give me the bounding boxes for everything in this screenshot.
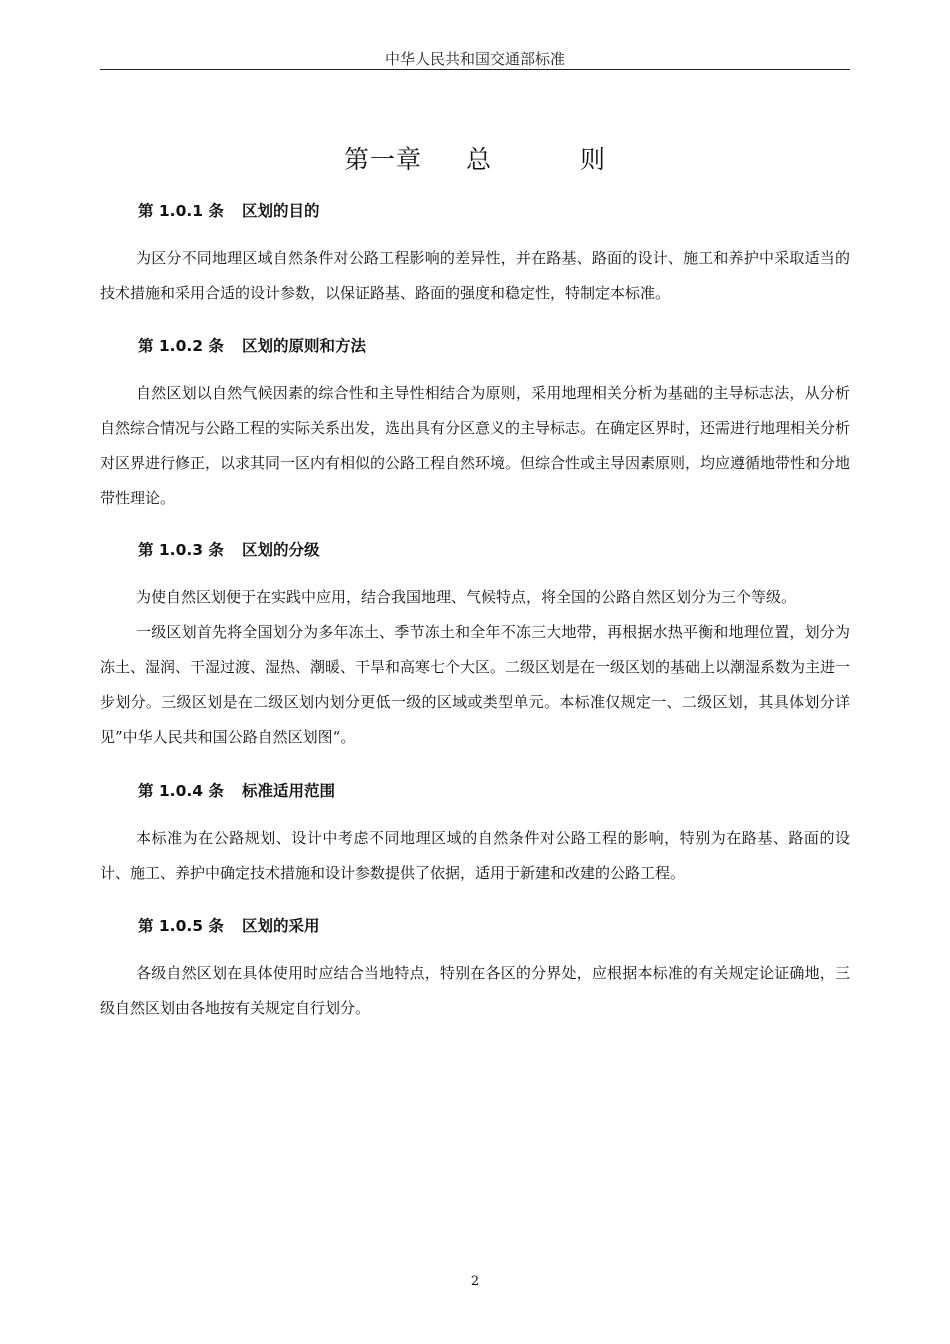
page-number: 2: [470, 1274, 480, 1289]
chapter-number: 第一章: [343, 145, 422, 174]
paragraph: 自然区划以自然气候因素的综合性和主导性相结合为原则，采用地理相关分析为基础的主导标志法，从分析自然综合情况与公路工程的实际关系出发，选出具有分区意义的主导标志。在确定区界时，还需进行地理相关分析对区界进行修正，以求其同一区内有相似的公路工程自然环境。但综合性或主导因素原则，均应遵循地带性和分地带性理论。: [100, 384, 851, 507]
paragraph: 各级自然区划在具体使用时应结合当地特点，特别在各区的分界处，应根据本标准的有关规定论证确地，三级自然区划由各地按有关规定自行划分。: [100, 964, 850, 1017]
section-title: 区划的目的: [241, 202, 320, 220]
section-1-0-4: [100, 779, 850, 891]
section-heading: [100, 199, 850, 223]
section-number: 第 1.0.4 条: [138, 782, 224, 800]
section-1-0-3: [100, 538, 850, 755]
paragraph: 为使自然区划便于在实践中应用，结合我国地理、气候特点，将全国的公路自然区划分为三个等级。: [136, 588, 797, 606]
section-title: 区划的分级: [241, 541, 320, 559]
section-number: 第 1.0.3 条: [138, 541, 224, 559]
section-1-0-2: [100, 334, 850, 516]
section-1-0-1: [100, 199, 850, 311]
section-title: 区划的原则和方法: [241, 337, 366, 355]
section-heading: [100, 914, 850, 938]
section-number: 第 1.0.1 条: [138, 202, 224, 220]
section-number: 第 1.0.5 条: [138, 917, 224, 935]
header-rule: [100, 69, 850, 70]
section-title: 标准适用范围: [241, 782, 335, 800]
section-heading: [100, 538, 850, 562]
section-heading: [100, 334, 850, 358]
chapter-title: [100, 140, 850, 176]
chapter-title-word-1: 总: [465, 145, 492, 174]
paragraph: 本标准为在公路规划、设计中考虑不同地理区域的自然条件对公路工程的影响，特别为在路基、路面的设计、施工、养护中确定技术措施和设计参数提供了依据，适用于新建和改建的公路工程。: [100, 829, 850, 882]
section-heading: [100, 779, 850, 803]
chapter-title-word-2: 则: [580, 145, 607, 174]
page-header: 中华人民共和国交通部标准: [384, 50, 565, 68]
section-title: 区划的采用: [241, 917, 320, 935]
section-1-0-5: [100, 914, 850, 1026]
paragraph: 一级区划首先将全国划分为多年冻土、季节冻土和全年不冻三大地带，再根据水热平衡和地理位置，划分为冻土、湿润、干湿过渡、湿热、潮暖、干旱和高寒七个大区。二级区划是在一级区划的基础上以潮湿系数为主进一步划分。三级区划是在二级区划内划分更低一级的区域或类型单元。本标准仅规定一、二级区划，其具体划分详见”中华人民共和国公路自然区划图“。: [100, 623, 851, 746]
paragraph: 为区分不同地理区域自然条件对公路工程影响的差异性，并在路基、路面的设计、施工和养护中采取适当的技术措施和采用合适的设计参数，以保证路基、路面的强度和稳定性，特制定本标准。: [100, 249, 850, 302]
section-number: 第 1.0.2 条: [138, 337, 224, 355]
